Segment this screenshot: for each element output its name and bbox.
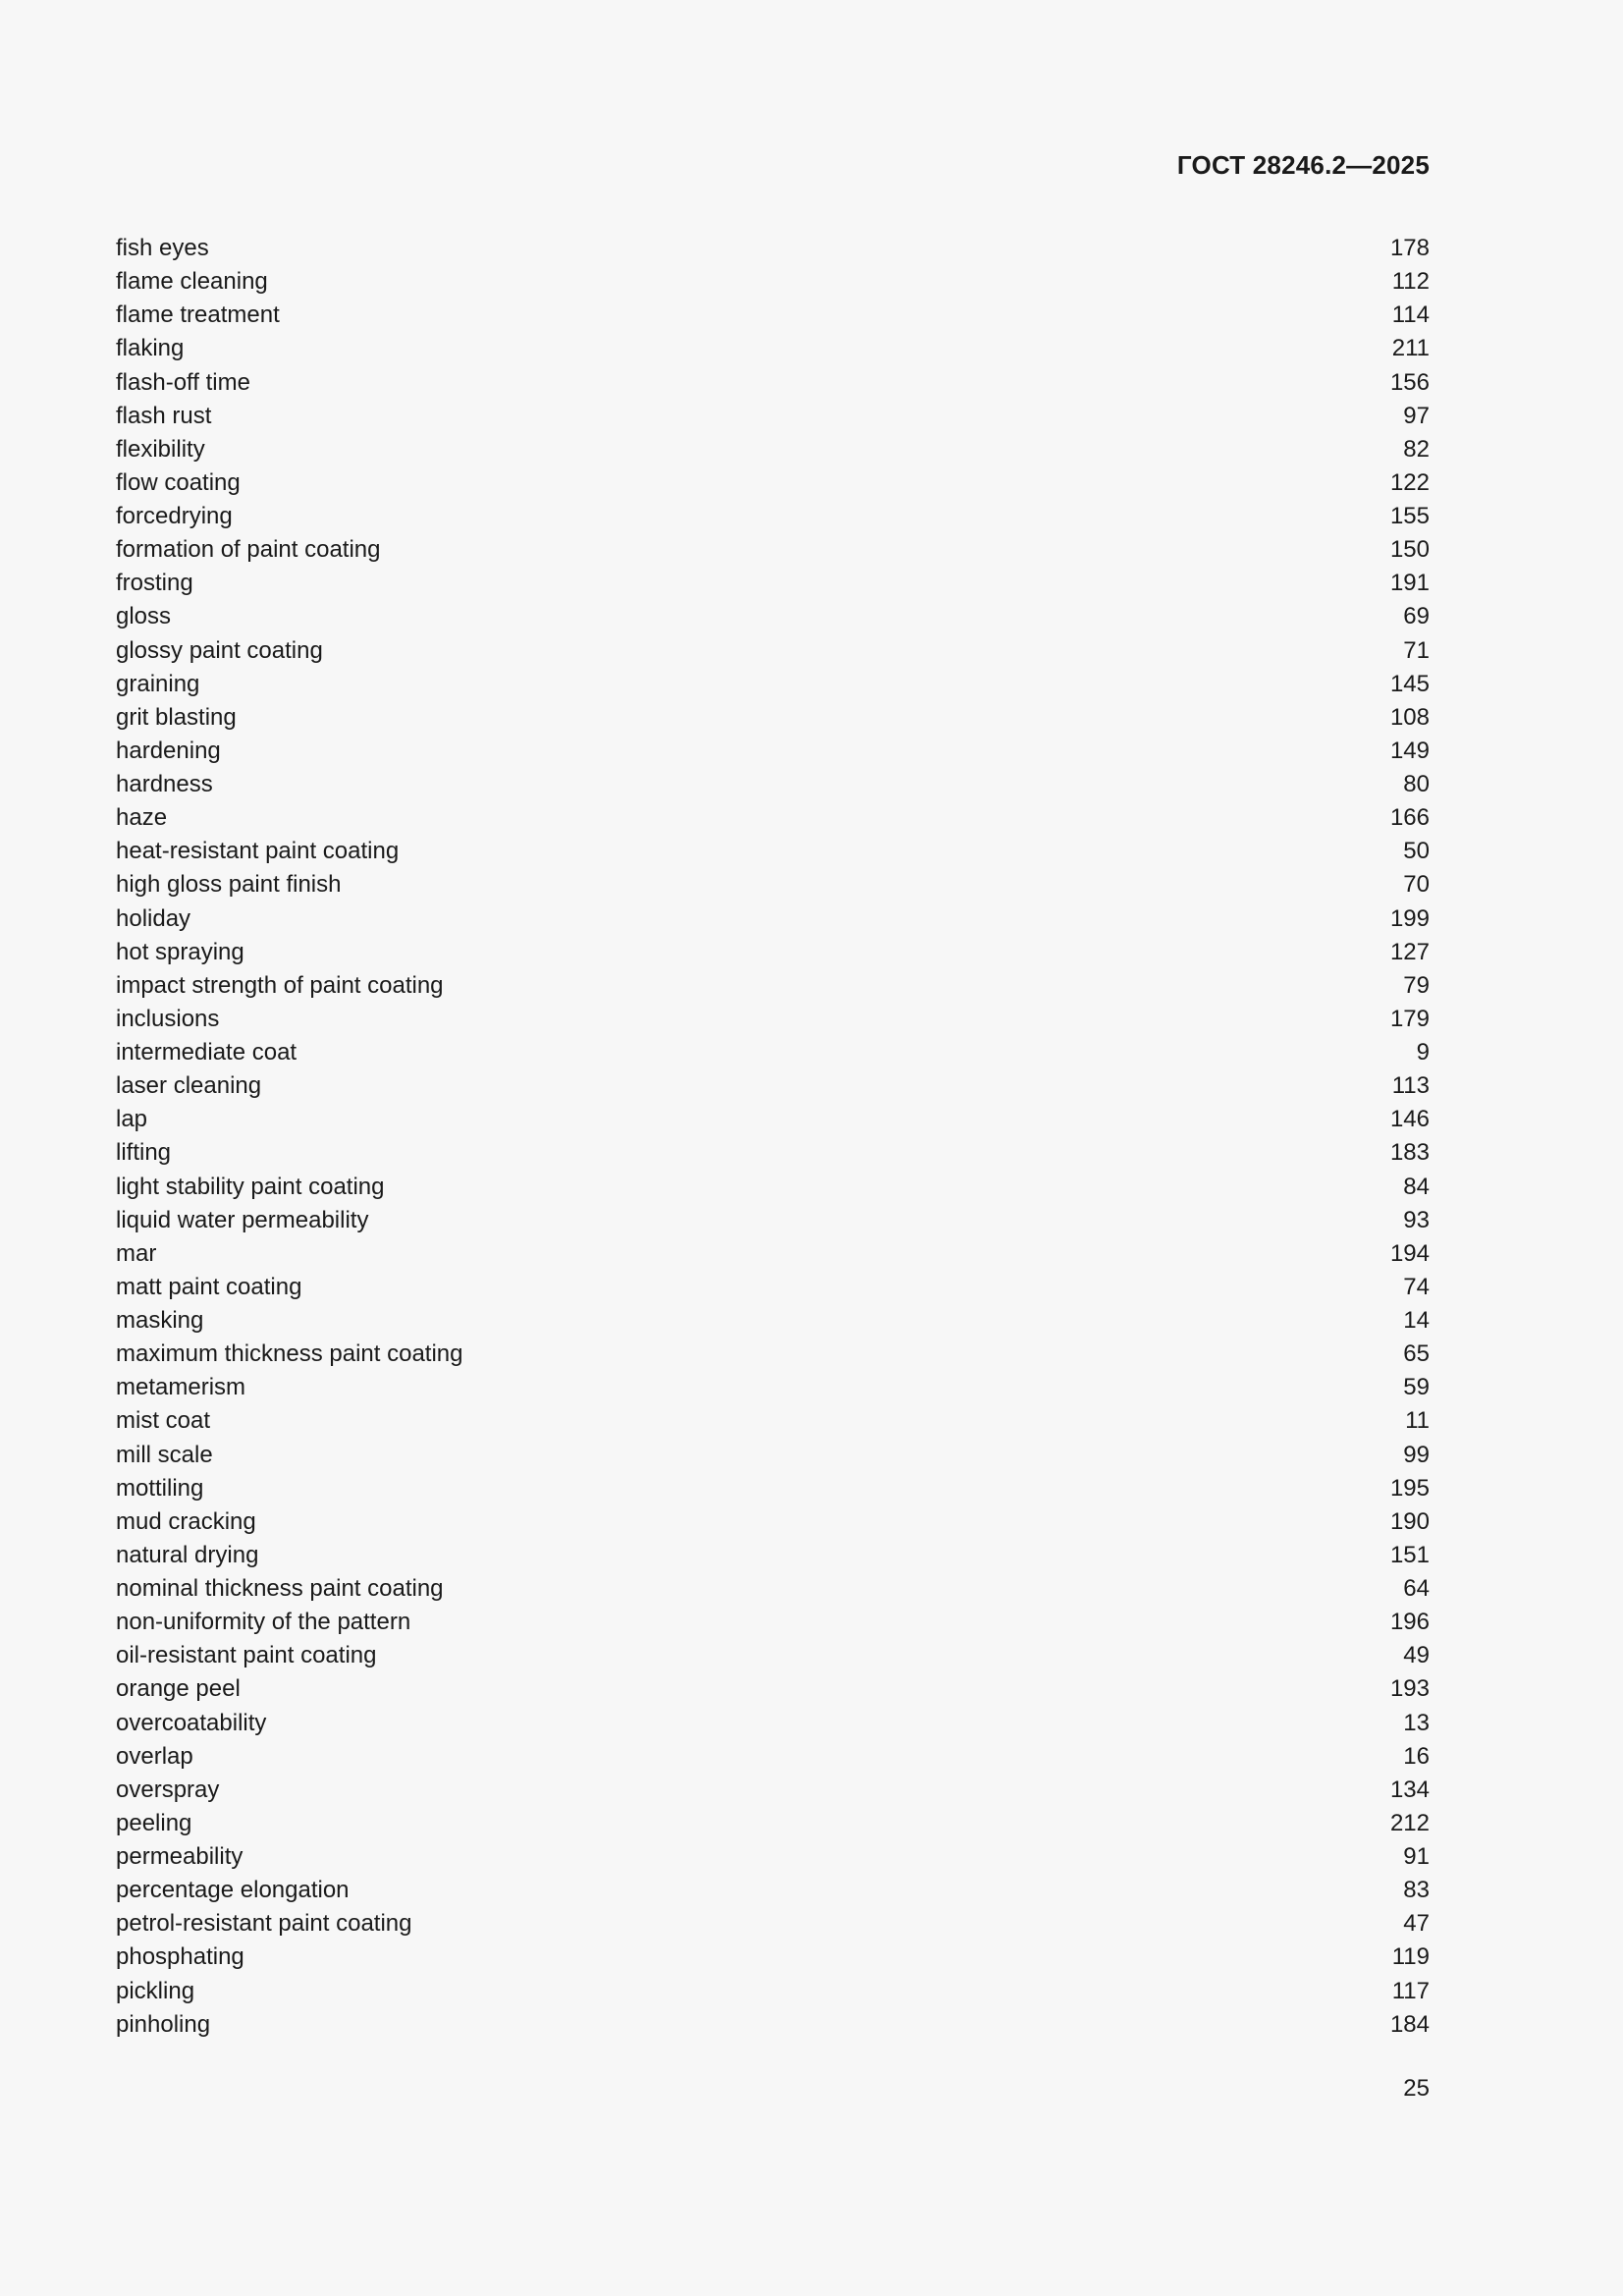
index-term-number: 93: [1403, 1206, 1430, 1233]
index-entry: [116, 1606, 1430, 1639]
index-entry: [116, 668, 1430, 701]
index-entry: [116, 1439, 1430, 1472]
index-term-number: 11: [1405, 1407, 1430, 1435]
index-term: natural drying: [116, 1541, 259, 1568]
index-entry: [116, 1941, 1430, 1974]
index-term-number: 179: [1389, 1005, 1430, 1032]
index-term: metamerism: [116, 1374, 246, 1401]
index-term-number: 49: [1403, 1642, 1430, 1669]
index-term-number: 150: [1389, 536, 1430, 564]
index-entry: [116, 600, 1430, 633]
index-term-number: 178: [1389, 235, 1430, 261]
index-term: mottiling: [116, 1474, 204, 1502]
document-standard-header: ГОСТ 28246.2—2025: [1176, 150, 1430, 180]
index-entry: [116, 1003, 1430, 1036]
index-entry: [116, 701, 1430, 735]
index-term: overspray: [116, 1776, 220, 1803]
index-term-number: 9: [1416, 1039, 1430, 1066]
index-term: mist coat: [116, 1407, 211, 1435]
index-term: mill scale: [116, 1441, 213, 1468]
index-entry: [116, 1404, 1430, 1438]
index-term: intermediate coat: [116, 1039, 298, 1066]
index-entry: [116, 400, 1430, 433]
index-term-number: 114: [1391, 301, 1430, 329]
index-term: inclusions: [116, 1005, 220, 1032]
index-term-number: 65: [1403, 1340, 1430, 1368]
index-entry: [116, 801, 1430, 835]
index-entry: [116, 533, 1430, 567]
index-term-number: 117: [1391, 1977, 1430, 2004]
index-entry: [116, 1271, 1430, 1304]
index-entry: [116, 1672, 1430, 1706]
index-entry: [116, 1338, 1430, 1371]
index-term-number: 83: [1403, 1877, 1430, 1904]
index-term: mud cracking: [116, 1507, 256, 1535]
index-term-number: 84: [1403, 1173, 1430, 1200]
index-term-number: 113: [1391, 1072, 1430, 1100]
index-term-number: 108: [1389, 703, 1430, 731]
index-entry: [116, 567, 1430, 600]
index-term-number: 119: [1391, 1943, 1430, 1971]
index-term: flash rust: [116, 402, 212, 429]
index-term: gloss: [116, 603, 172, 630]
index-entry: [116, 1707, 1430, 1740]
index-entry: [116, 1136, 1430, 1170]
index-term-number: 71: [1403, 636, 1430, 664]
index-term-number: 70: [1403, 871, 1430, 899]
index-term-number: 146: [1389, 1106, 1430, 1133]
index-term: light stability paint coating: [116, 1173, 385, 1200]
index-term: mar: [116, 1239, 157, 1267]
index-term-number: 184: [1389, 2010, 1430, 2038]
index-term-number: 196: [1389, 1609, 1430, 1636]
index-term-number: 193: [1389, 1675, 1430, 1703]
index-term: flame cleaning: [116, 268, 268, 296]
index-entry: [116, 1774, 1430, 1807]
index-term: formation of paint coating: [116, 536, 381, 564]
index-term: lap: [116, 1106, 148, 1133]
index-entry: [116, 1171, 1430, 1204]
index-term-number: 183: [1389, 1139, 1430, 1167]
index-entry: [116, 466, 1430, 500]
index-entry: [116, 1036, 1430, 1069]
index-entry: [116, 433, 1430, 466]
index-term: matt paint coating: [116, 1273, 302, 1300]
index-term-number: 59: [1403, 1374, 1430, 1401]
index-entry: [116, 1505, 1430, 1539]
index-term: holiday: [116, 904, 191, 932]
index-entry: [116, 1304, 1430, 1338]
index-entry: [116, 500, 1430, 533]
index-entry: [116, 232, 1430, 265]
index-term: flexibility: [116, 435, 205, 463]
index-term: pinholing: [116, 2010, 211, 2038]
index-entry: [116, 2008, 1430, 2042]
index-term-number: 149: [1389, 737, 1430, 764]
index-entry: [116, 835, 1430, 868]
index-term-number: 127: [1389, 938, 1430, 965]
index-term: liquid water permeability: [116, 1206, 369, 1233]
index-term-number: 212: [1389, 1809, 1430, 1836]
index-entry: [116, 1907, 1430, 1941]
index-entry: [116, 1975, 1430, 2008]
index-term: flame treatment: [116, 301, 280, 329]
index-entry: [116, 969, 1430, 1003]
index-term-number: 50: [1403, 838, 1430, 865]
index-term: peeling: [116, 1809, 192, 1836]
page-number: 25: [1403, 2075, 1430, 2102]
index-term: petrol-resistant paint coating: [116, 1910, 412, 1938]
index-term: maximum thickness paint coating: [116, 1340, 463, 1368]
index-entry: [116, 1840, 1430, 1874]
index-term-number: 151: [1389, 1541, 1430, 1568]
index-term-number: 194: [1389, 1239, 1430, 1267]
term-index-list: [116, 232, 1430, 2042]
index-term-number: 156: [1389, 368, 1430, 396]
index-entry: [116, 1874, 1430, 1907]
index-entry: [116, 1807, 1430, 1840]
index-term-number: 99: [1403, 1441, 1430, 1468]
index-term-number: 91: [1403, 1843, 1430, 1870]
index-term: hardness: [116, 771, 213, 797]
index-entry: [116, 265, 1430, 299]
index-term-number: 14: [1403, 1307, 1430, 1334]
index-term-number: 79: [1403, 971, 1430, 999]
index-entry: [116, 735, 1430, 768]
index-entry: [116, 366, 1430, 400]
index-entry: [116, 1539, 1430, 1572]
index-entry: [116, 332, 1430, 365]
index-term: flaking: [116, 335, 185, 362]
index-term: hardening: [116, 737, 221, 764]
index-term-number: 80: [1403, 771, 1430, 797]
index-term-number: 13: [1403, 1709, 1430, 1736]
index-entry: [116, 768, 1430, 801]
index-term: lifting: [116, 1139, 172, 1167]
index-term-number: 82: [1403, 435, 1430, 463]
index-term: flow coating: [116, 468, 241, 496]
index-term: flash-off time: [116, 368, 250, 396]
index-term-number: 190: [1389, 1507, 1430, 1535]
index-term: glossy paint coating: [116, 636, 323, 664]
index-term: non-uniformity of the pattern: [116, 1609, 411, 1636]
index-entry: [116, 902, 1430, 936]
index-term-number: 199: [1389, 904, 1430, 932]
index-entry: [116, 1472, 1430, 1505]
index-term: oil-resistant paint coating: [116, 1642, 377, 1669]
index-term: overcoatability: [116, 1709, 267, 1736]
index-term: heat-resistant paint coating: [116, 838, 400, 865]
index-term: laser cleaning: [116, 1072, 262, 1100]
index-entry: [116, 1237, 1430, 1271]
index-entry: [116, 1103, 1430, 1136]
index-term: masking: [116, 1307, 204, 1334]
index-entry: [116, 299, 1430, 332]
index-entry: [116, 1371, 1430, 1404]
index-term: impact strength of paint coating: [116, 971, 444, 999]
index-term: phosphating: [116, 1943, 244, 1971]
index-term-number: 16: [1403, 1742, 1430, 1770]
index-term: fish eyes: [116, 235, 209, 261]
index-term-number: 97: [1403, 402, 1430, 429]
index-term: hot spraying: [116, 938, 244, 965]
index-term: pickling: [116, 1977, 195, 2004]
index-term-number: 191: [1389, 570, 1430, 597]
index-entry: [116, 1639, 1430, 1672]
index-term-number: 47: [1403, 1910, 1430, 1938]
index-entry: [116, 1069, 1430, 1103]
index-term: permeability: [116, 1843, 243, 1870]
index-term: graining: [116, 670, 200, 697]
index-term-number: 166: [1389, 804, 1430, 832]
index-term-number: 211: [1391, 335, 1430, 362]
index-term: frosting: [116, 570, 193, 597]
index-term: nominal thickness paint coating: [116, 1575, 444, 1602]
index-entry: [116, 634, 1430, 668]
index-term: orange peel: [116, 1675, 241, 1703]
index-entry: [116, 1740, 1430, 1774]
index-entry: [116, 1204, 1430, 1237]
index-term-number: 155: [1389, 503, 1430, 529]
index-entry: [116, 868, 1430, 902]
index-term-number: 112: [1391, 268, 1430, 296]
index-term-number: 145: [1389, 670, 1430, 697]
index-entry: [116, 936, 1430, 969]
index-term-number: 64: [1403, 1575, 1430, 1602]
index-entry: [116, 1572, 1430, 1606]
index-term-number: 122: [1389, 468, 1430, 496]
index-term: overlap: [116, 1742, 193, 1770]
index-term-number: 134: [1389, 1776, 1430, 1803]
index-term: haze: [116, 804, 168, 832]
index-term: grit blasting: [116, 703, 237, 731]
index-term: high gloss paint finish: [116, 871, 342, 899]
index-term: forcedrying: [116, 503, 233, 529]
index-term: percentage elongation: [116, 1877, 350, 1904]
index-term-number: 195: [1389, 1474, 1430, 1502]
index-term-number: 74: [1403, 1273, 1430, 1300]
index-term-number: 69: [1403, 603, 1430, 630]
